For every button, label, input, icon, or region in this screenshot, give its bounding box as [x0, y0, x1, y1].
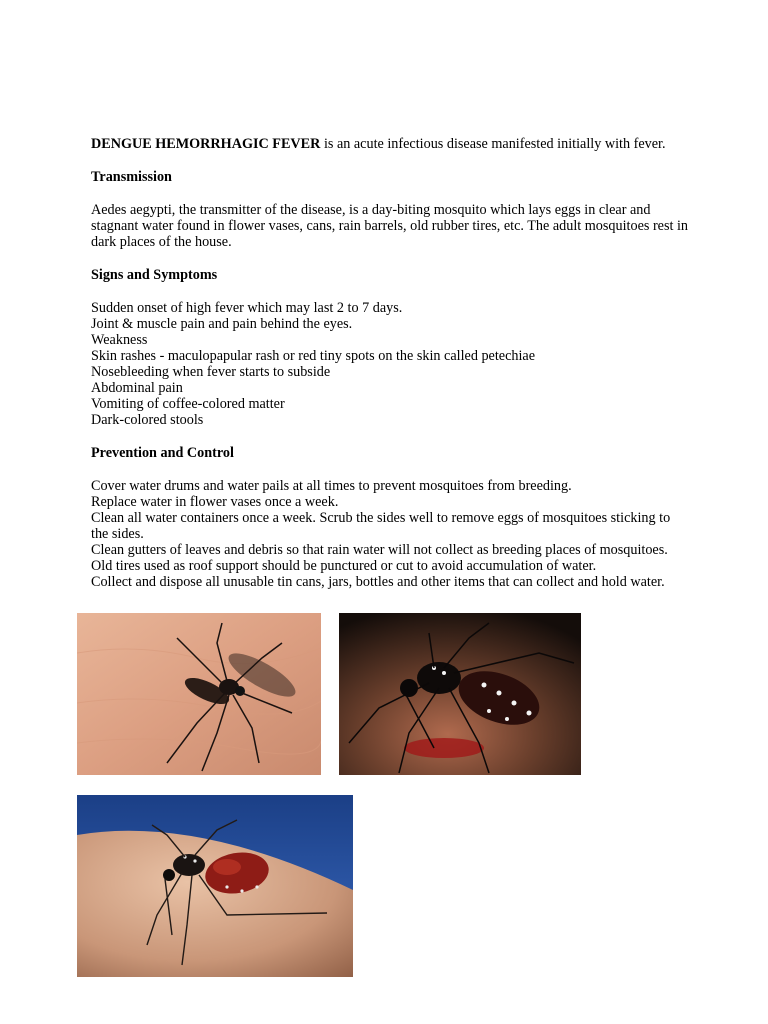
- symptoms-heading: Signs and Symptoms: [91, 267, 218, 283]
- prevention-item: Clean all water containers once a week. Scrub the sides well to remove eggs of mosquitoes sticking to the sides.: [91, 510, 671, 542]
- disease-name: DENGUE HEMORRHAGIC FEVER: [91, 136, 321, 152]
- symptom-item: Abdominal pain: [91, 380, 183, 396]
- symptom-item: Weakness: [91, 332, 148, 348]
- prevention-item: Old tires used as roof support should be punctured or cut to avoid accumulation of water.: [91, 558, 597, 574]
- symptom-item: Vomiting of coffee-colored matter: [91, 396, 285, 412]
- prevention-heading: Prevention and Control: [91, 445, 234, 461]
- transmission-heading: Transmission: [91, 169, 172, 185]
- prevention-item: Cover water drums and water pails at all times to prevent mosquitoes from breeding.: [91, 478, 572, 494]
- mosquito-on-skin-photo: [77, 613, 321, 775]
- intro-paragraph: [91, 136, 691, 152]
- symptoms-list: [91, 300, 691, 428]
- intro-text: is an acute infectious disease manifested initially with fever.: [320, 136, 666, 152]
- prevention-item: Collect and dispose all unusable tin cans, jars, bottles and other items that can collect and hold water.: [91, 574, 665, 590]
- symptom-item: Dark-colored stools: [91, 412, 204, 428]
- mosquito-feeding-photo: [339, 613, 581, 775]
- transmission-paragraph: Aedes aegypti, the transmitter of the disease, is a day-biting mosquito which lays eggs in clear and stagnant water found in flower vases, cans, rain barrels, old rubber tires, etc. The adult mosquitoes rest in dark places of the house.: [91, 202, 689, 250]
- symptom-item: Sudden onset of high fever which may last 2 to 7 days.: [91, 300, 403, 316]
- symptom-item: Joint & muscle pain and pain behind the eyes.: [91, 316, 353, 332]
- prevention-list: [91, 478, 691, 590]
- prevention-item: Clean gutters of leaves and debris so that rain water will not collect as breeding places of mosquitoes.: [91, 542, 668, 558]
- document-body: [91, 136, 691, 607]
- symptom-item: Nosebleeding when fever starts to subside: [91, 364, 331, 380]
- symptom-item: Skin rashes - maculopapular rash or red tiny spots on the skin called petechiae: [91, 348, 536, 364]
- engorged-mosquito-photo: [77, 795, 353, 977]
- prevention-item: Replace water in flower vases once a week.: [91, 494, 339, 510]
